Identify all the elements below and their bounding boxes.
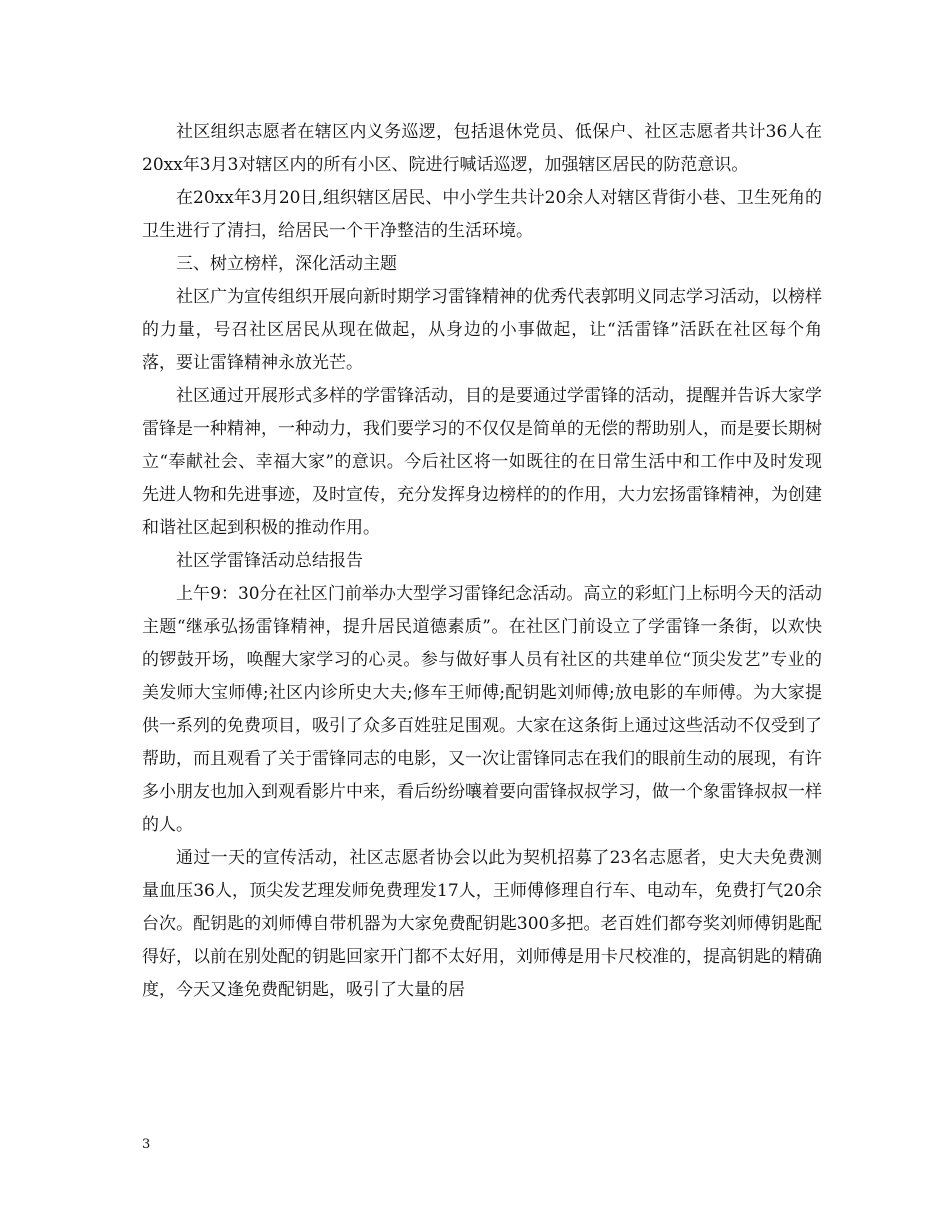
paragraph-morning-event: 上午9：30分在社区门前举办大型学习雷锋纪念活动。高立的彩虹门上标明今天的活动主题“继承弘扬雷锋精神，提升居民道德素质”。在社区门前设立了学雷锋一条街，以欢快的锣鼓开场，唤醒大家学习的心灵。参与做好事人员有社区的共建单位“顶尖发艺”专业的美发师大宝师傅;社区内诊所史大夫;修车王师傅;配钥匙刘师傅;放电影的车师傅。为大家提供一系列的免费项目，吸引了众多百姓驻足围观。大家在这条街上通过这些活动不仅受到了帮助，而且观看了关于雷锋同志的电影，又一次让雷锋同志在我们的眼前生动的展现，有许多小朋友也加入到观看影片中来，看后纷纷嚷着要向雷锋叔叔学习，做一个象雷锋叔叔一样的人。: [142, 584, 822, 835]
paragraph-volunteer-patrol: 社区组织志愿者在辖区内义务巡逻，包括退休党员、低保户、社区志愿者共计36人在20xx年3月3对辖区内的所有小区、院进行喊话巡逻，加强辖区居民的防范意识。: [142, 122, 822, 175]
section-heading-role-models: 三、树立榜样，深化活动主题: [176, 254, 397, 274]
paragraph-guo-mingyi: 社区广为宣传组织开展向新时期学习雷锋精神的优秀代表郭明义同志学习活动，以榜样的力量，号召社区居民从现在做起，从身边的小事做起，让“活雷锋”活跃在社区每个角落，要让雷锋精神永放光芒。: [142, 287, 822, 373]
page-number: 3: [142, 1137, 151, 1152]
report-title: 社区学雷锋活动总结报告: [176, 551, 363, 571]
paragraph-cleanup: 在20xx年3月20日,组织辖区居民、中小学生共计20余人对辖区背街小巷、卫生死角的卫生进行了清扫，给居民一个干净整洁的生活环境。: [142, 188, 822, 241]
document-body: [142, 116, 822, 1007]
paragraph-results: 通过一天的宣传活动，社区志愿者协会以此为契机招募了23名志愿者，史大夫免费测量血压36人，顶尖发艺理发师免费理发17人，王师傅修理自行车、电动车，免费打气20余台次。配钥匙的刘师傅自带机器为大家免费配钥匙300多把。老百姓们都夸奖刘师傅钥匙配得好，以前在别处配的钥匙回家开门都不太好用，刘师傅是用卡尺校准的，提高钥匙的精确度，今天又逢免费配钥匙，吸引了大量的居: [142, 848, 822, 1000]
paragraph-activity-purpose: 社区通过开展形式多样的学雷锋活动，目的是要通过学雷锋的活动，提醒并告诉大家学雷锋是一种精神，一种动力，我们要学习的不仅仅是简单的无偿的帮助别人，而是要长期树立“奉献社会、幸福大家”的意识。今后社区将一如既往的在日常生活中和工作中及时发现先进人物和先进事迹，及时宣传，充分发挥身边榜样的的作用，大力宏扬雷锋精神，为创建和谐社区起到积极的推动作用。: [142, 386, 822, 538]
